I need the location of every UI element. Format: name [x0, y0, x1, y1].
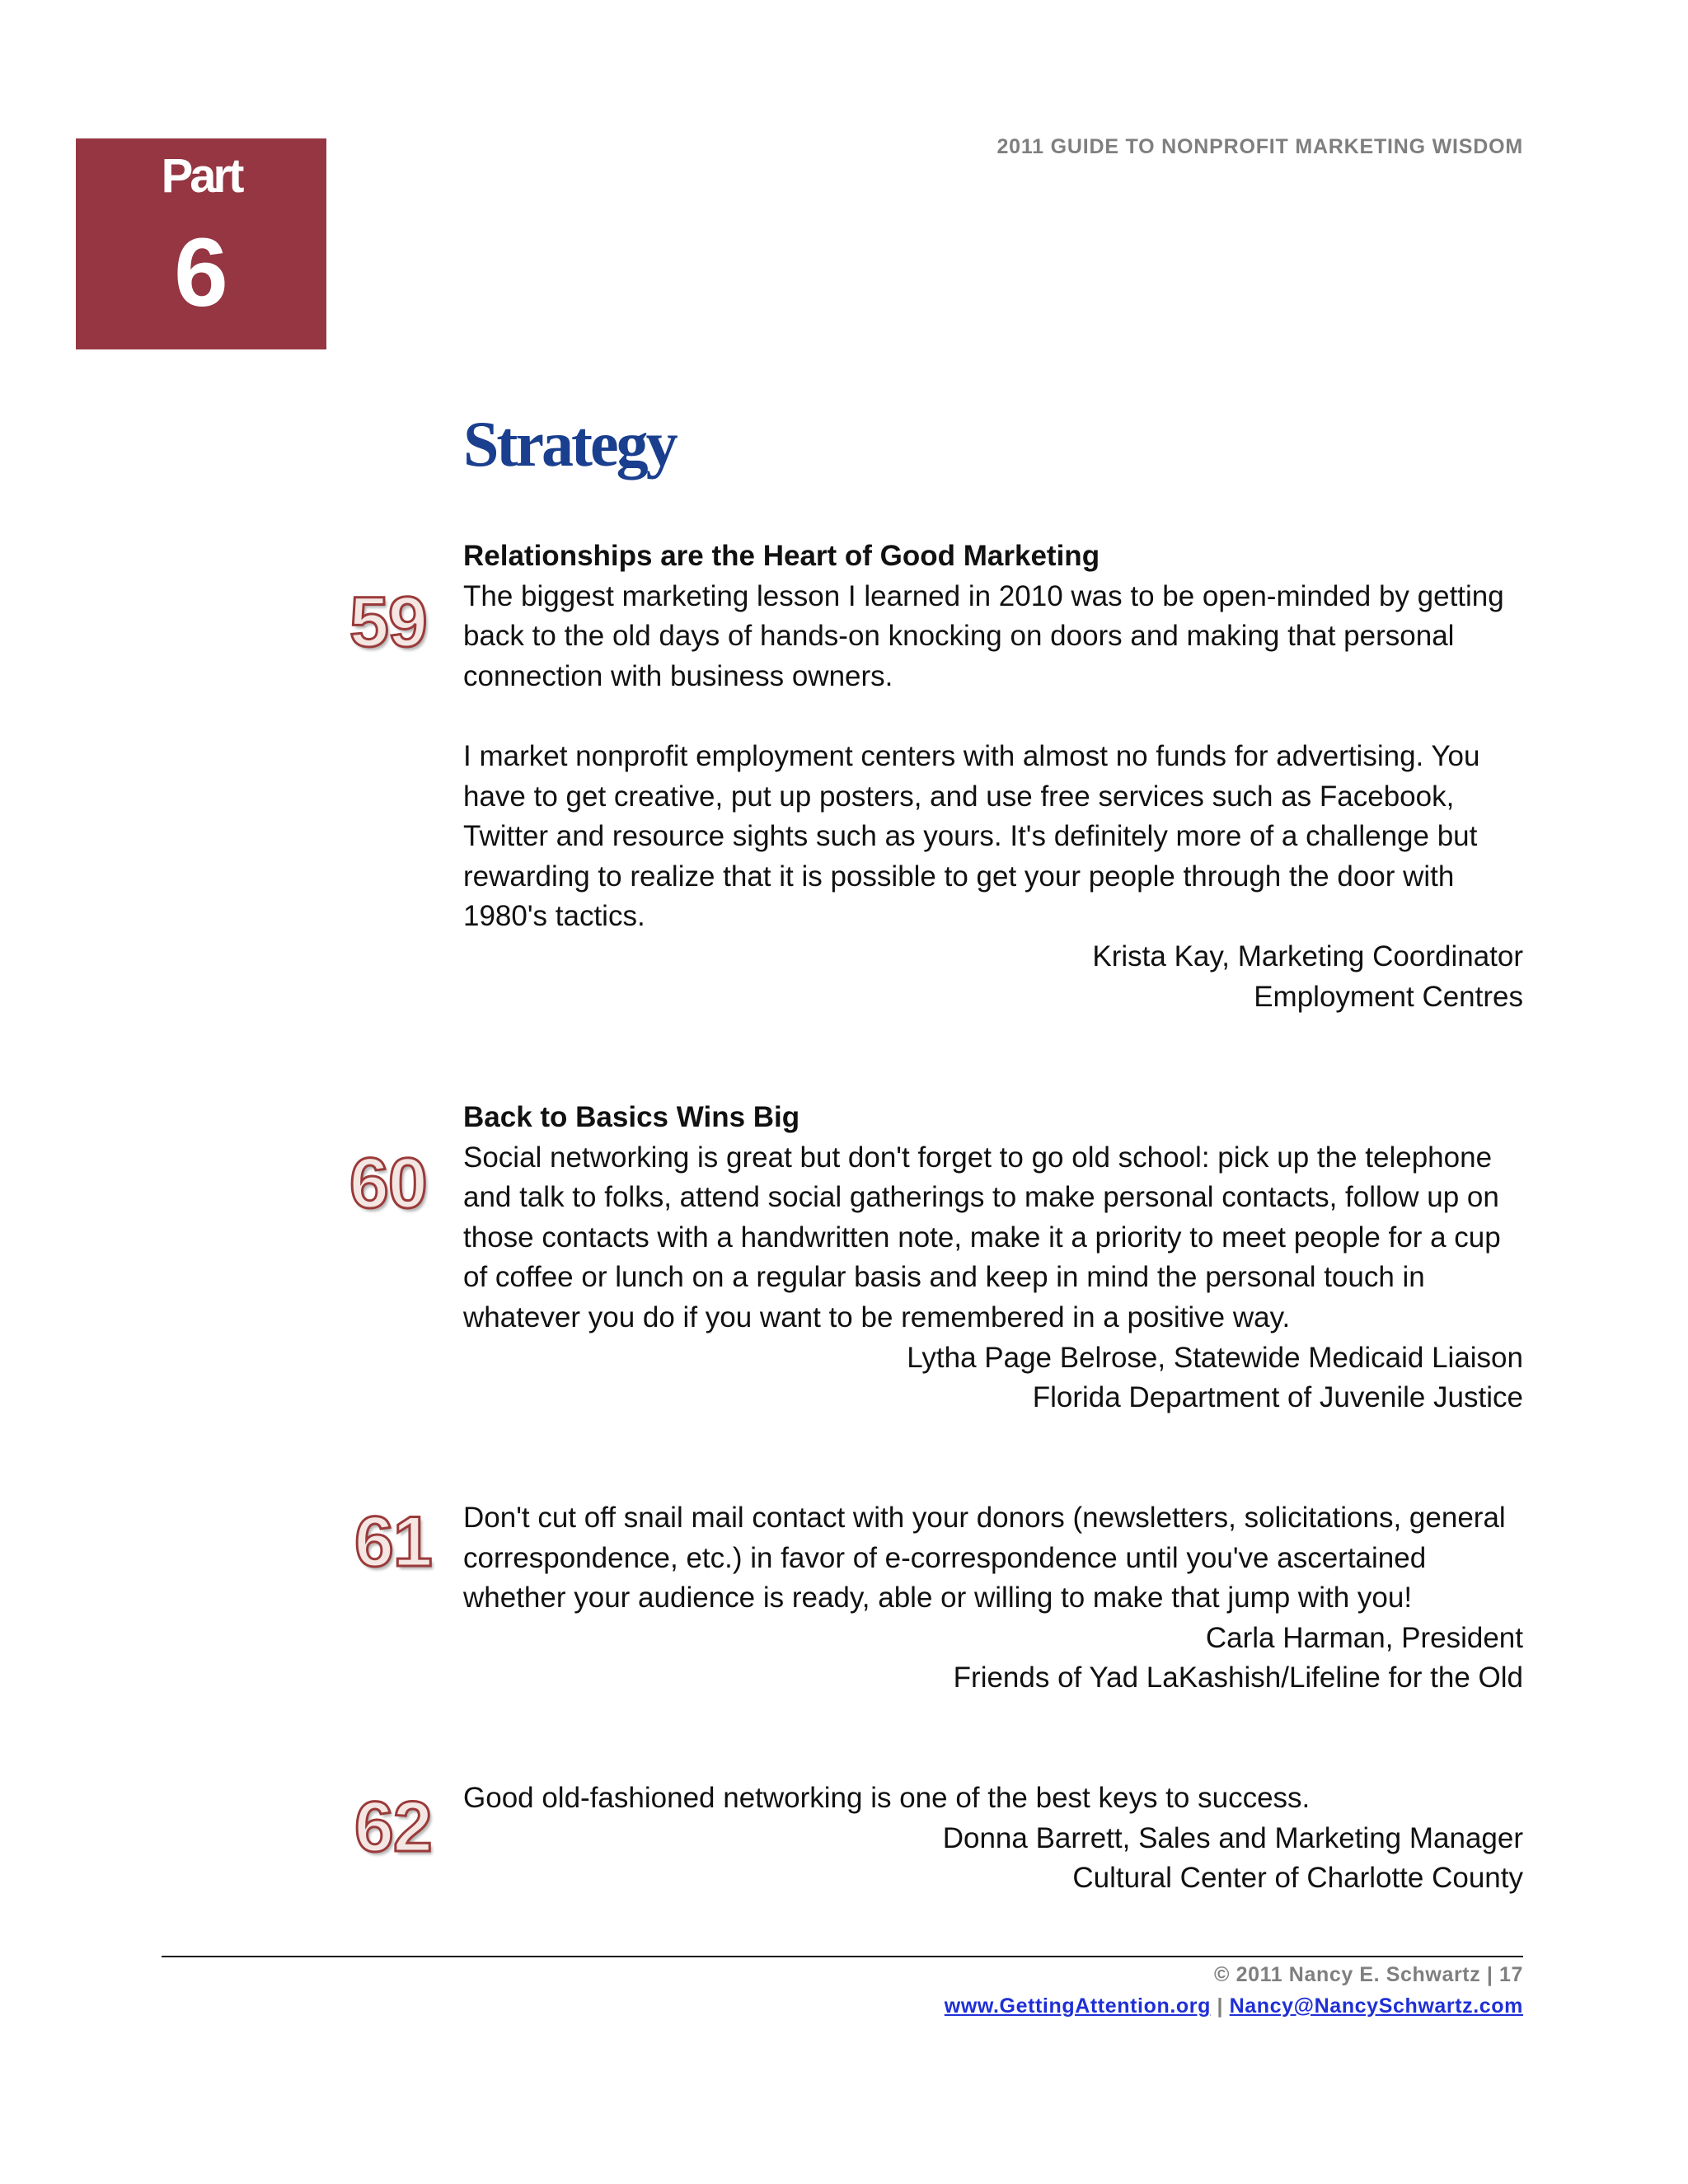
- footer-divider: [162, 1956, 1523, 1957]
- running-header: 2011 GUIDE TO NONPROFIT MARKETING WISDOM: [996, 135, 1523, 158]
- tip-number-62: 62: [354, 1788, 432, 1867]
- tip-60: [463, 1098, 1523, 1418]
- part-label: Part: [161, 149, 241, 203]
- attribution-name: Donna Barrett, Sales and Marketing Manager: [942, 1821, 1523, 1854]
- attribution-name: Lytha Page Belrose, Statewide Medicaid Liaison: [907, 1341, 1523, 1374]
- tip-59: [463, 537, 1523, 1017]
- tip-paragraph: Social networking is great but don't forget to go old school: pick up the telephone and talk to folks, attend social gatherings to make personal contacts, follow up on those contacts with a handwritten note, make it a priority to meet people for a cup of coffee or lunch on a regular basis and keep in mind the personal touch in whatever you do if you want to be remembered in a positive way.: [463, 1141, 1501, 1333]
- tip-61: [463, 1498, 1523, 1699]
- attribution-name: Carla Harman, President: [1205, 1621, 1523, 1654]
- part-badge: [76, 138, 326, 349]
- tip-number-60: 60: [349, 1144, 427, 1223]
- tip-number-61: 61: [354, 1502, 432, 1582]
- attribution-org: Cultural Center of Charlotte County: [1072, 1862, 1523, 1895]
- attribution-org: Friends of Yad LaKashish/Lifeline for the Old: [953, 1661, 1523, 1694]
- attribution-name: Krista Kay, Marketing Coordinator: [1092, 940, 1523, 972]
- tip-paragraph: Don't cut off snail mail contact with your donors (newsletters, solicitations, general correspondence, etc.) in favor of e-correspondence until you've ascertained whether your audience is ready, able or willing to make that jump with you!: [463, 1502, 1506, 1615]
- tip-heading: Back to Basics Wins Big: [463, 1101, 800, 1133]
- part-number: 6: [174, 218, 228, 327]
- email-link[interactable]: Nancy@NancySchwartz.com: [1229, 1994, 1523, 2018]
- section-title: Strategy: [463, 408, 676, 480]
- tip-paragraph: Good old-fashioned networking is one of the best keys to success.: [463, 1782, 1311, 1814]
- tip-paragraph: I market nonprofit employment centers with almost no funds for advertising. You have to get creative, put up posters, and use free services such as Facebook, Twitter and resource sights such as yours. It's definitely more of a challenge but rewarding to realize that it is possible to get your people through the door with 1980's tactics.: [463, 739, 1480, 933]
- website-link[interactable]: www.GettingAttention.org: [944, 1994, 1211, 2018]
- attribution-org: Employment Centres: [1254, 980, 1523, 1013]
- tip-62: [463, 1779, 1523, 1899]
- tip-number-59: 59: [349, 583, 427, 662]
- footer-separator: |: [1217, 1994, 1224, 2018]
- footer-copyright: © 2011 Nancy E. Schwartz | 17: [1214, 1963, 1523, 1986]
- attribution-org: Florida Department of Juvenile Justice: [1032, 1381, 1523, 1414]
- footer-links: [945, 1994, 1523, 2018]
- tip-paragraph: The biggest marketing lesson I learned in 2010 was to be open-minded by getting back to the old days of hands-on knocking on doors and making that personal connection with business owners.: [463, 579, 1504, 692]
- tip-heading: Relationships are the Heart of Good Marketing: [463, 540, 1100, 572]
